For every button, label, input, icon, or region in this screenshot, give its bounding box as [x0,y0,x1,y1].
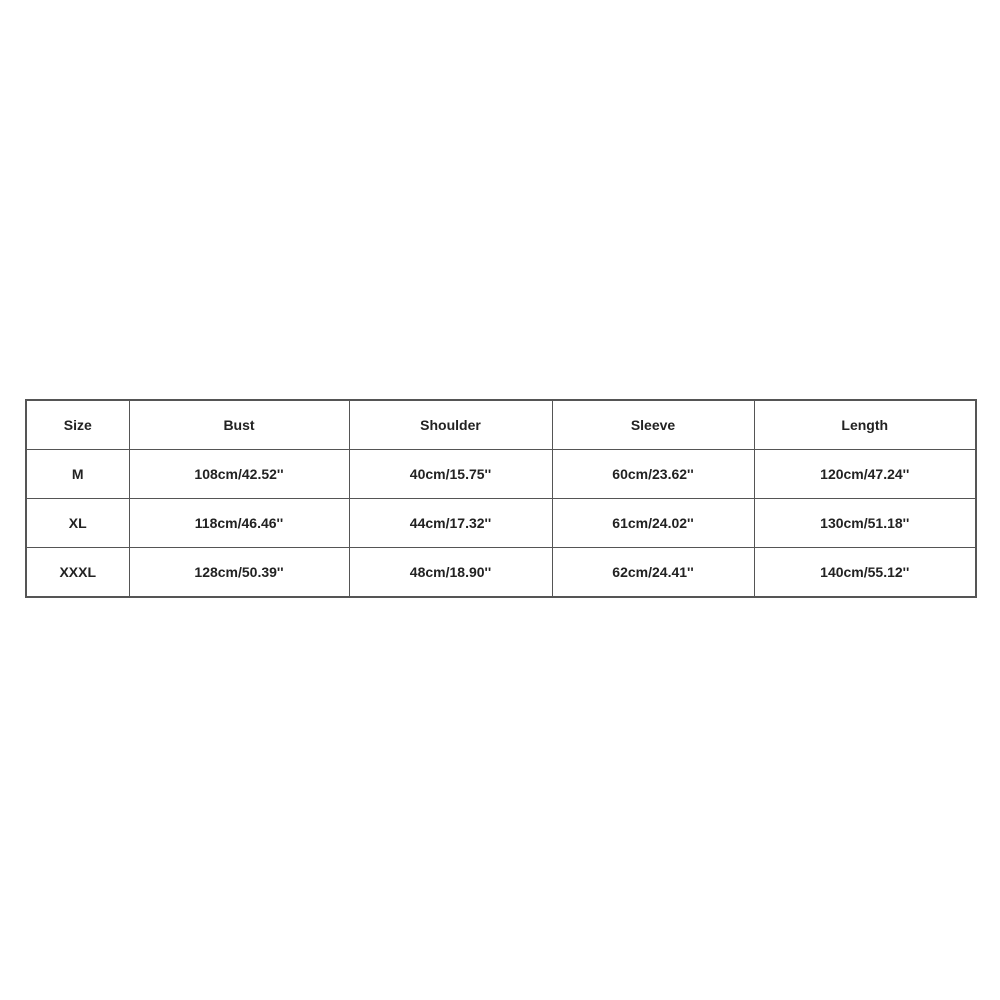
header-sleeve: Sleeve [552,400,754,450]
table-row [26,499,976,548]
cell-shoulder: 44cm/17.32'' [349,499,552,548]
header-length: Length [754,400,976,450]
cell-length: 130cm/51.18'' [754,499,976,548]
cell-shoulder: 40cm/15.75'' [349,450,552,499]
cell-sleeve: 62cm/24.41'' [552,548,754,598]
cell-shoulder: 48cm/18.90'' [349,548,552,598]
header-bust: Bust [129,400,349,450]
cell-length: 140cm/55.12'' [754,548,976,598]
header-shoulder: Shoulder [349,400,552,450]
cell-length: 120cm/47.24'' [754,450,976,499]
header-size: Size [26,400,129,450]
cell-sleeve: 60cm/23.62'' [552,450,754,499]
cell-sleeve: 61cm/24.02'' [552,499,754,548]
size-chart-table [25,399,977,598]
cell-size: XXXL [26,548,129,598]
cell-bust: 118cm/46.46'' [129,499,349,548]
table-header-row [26,400,976,450]
cell-bust: 108cm/42.52'' [129,450,349,499]
table-row [26,548,976,598]
cell-size: XL [26,499,129,548]
table-row [26,450,976,499]
cell-size: M [26,450,129,499]
cell-bust: 128cm/50.39'' [129,548,349,598]
